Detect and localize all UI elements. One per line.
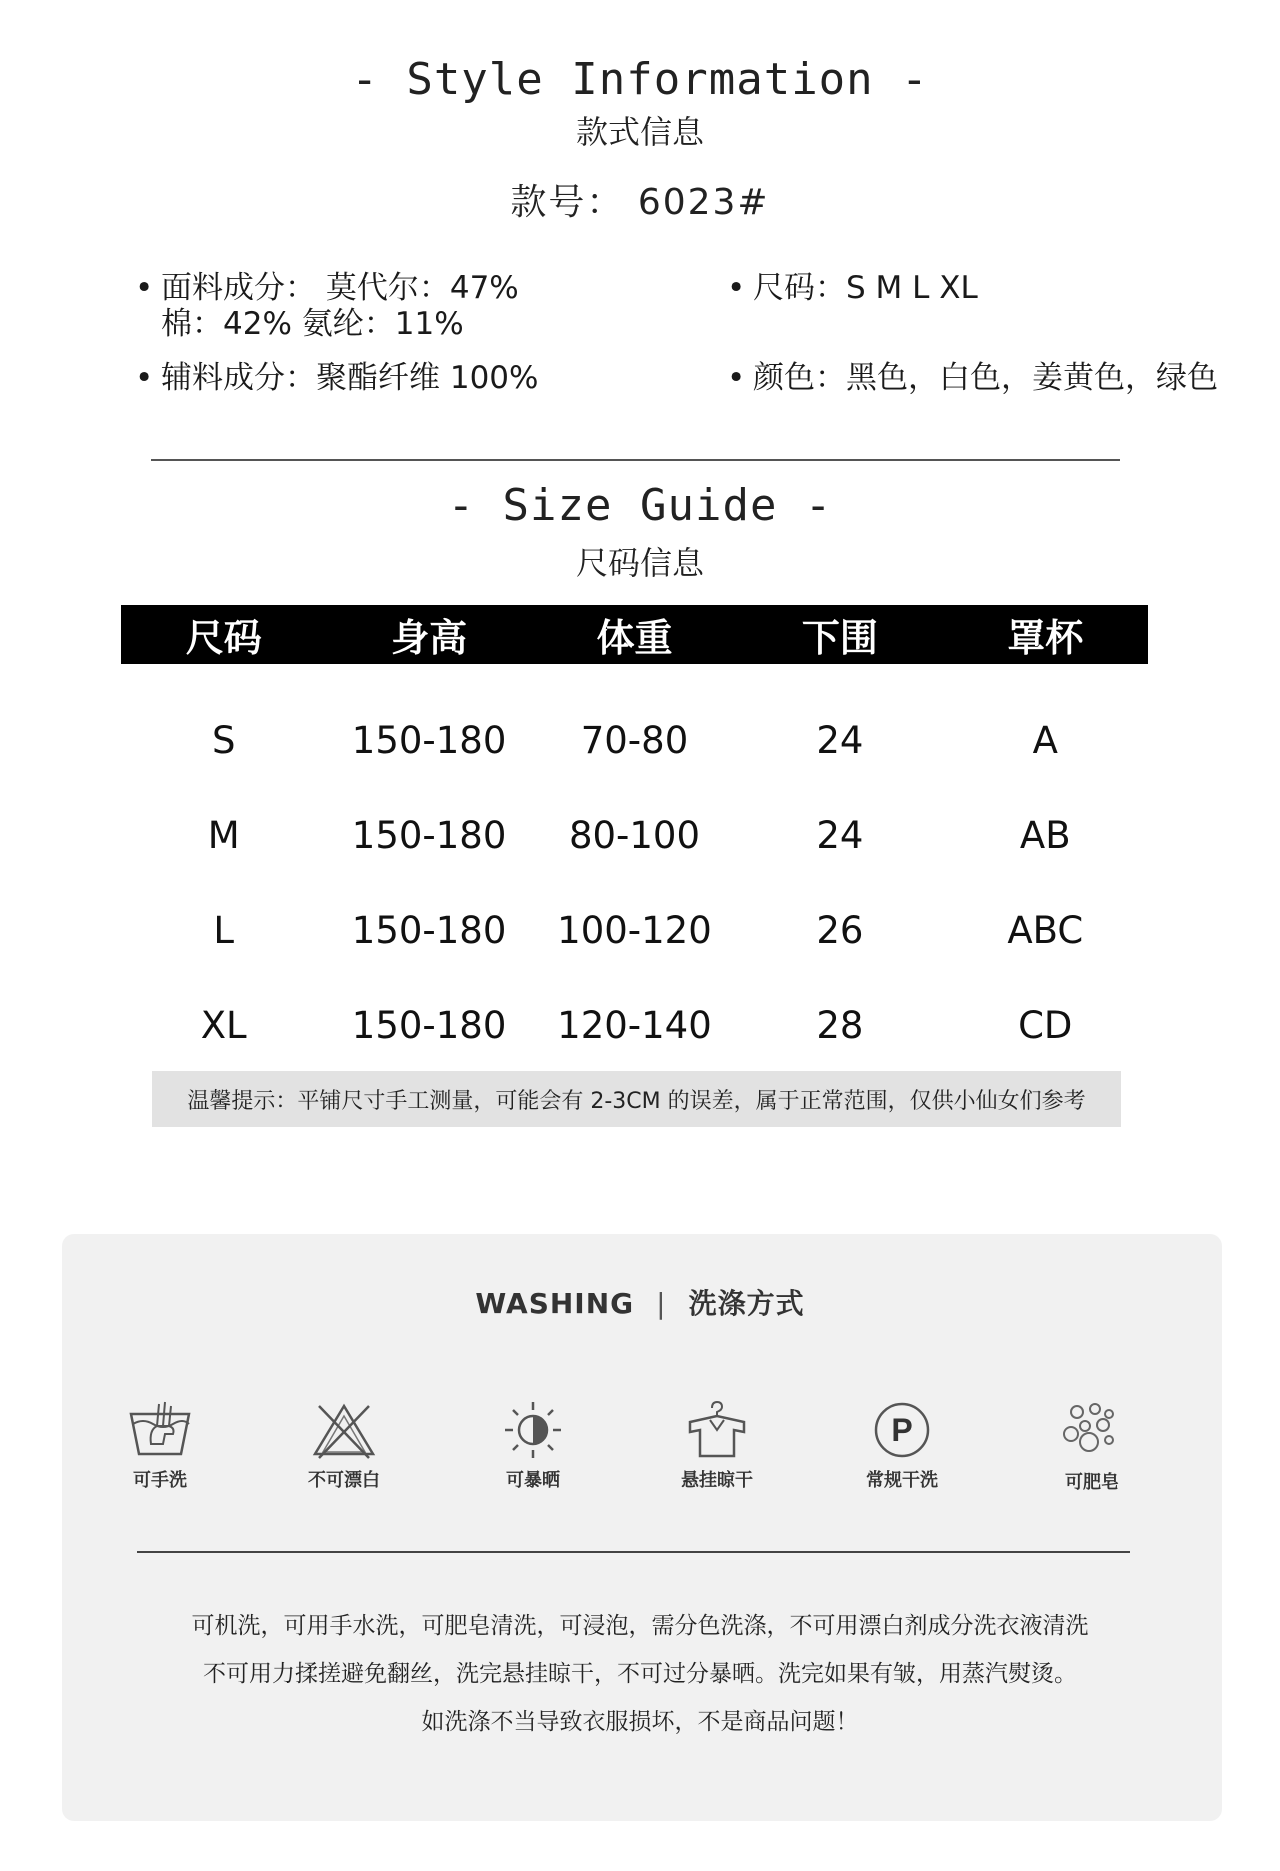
fabric-spec [135, 270, 519, 342]
column-header-size: 尺码 [185, 616, 262, 660]
washing-title-separator: | [656, 1287, 667, 1320]
hand-wash-icon [90, 1400, 230, 1460]
cell-height: 150-180 [351, 718, 507, 762]
svg-text:P: P [891, 1412, 913, 1448]
washing-divider [137, 1551, 1130, 1553]
cell-cup: CD [1018, 1003, 1073, 1047]
style-info-title-cn: 款式信息 [575, 113, 704, 151]
care-hand-wash [90, 1400, 230, 1492]
care-hang-dry [647, 1400, 787, 1492]
cell-weight: 120-140 [557, 1003, 712, 1047]
care-label: 可暴晒 [506, 1470, 560, 1491]
bullet: • [135, 270, 154, 306]
cell-cup: AB [1019, 813, 1071, 857]
cell-underbust: 28 [816, 1003, 864, 1047]
section-divider [151, 459, 1120, 461]
bullet: • [727, 360, 746, 396]
washing-instruction-line-1: 可机洗，可用手水洗，可肥皂清洗，可浸泡，需分色洗涤，不可用漂白剂成分洗衣液清洗 [191, 1613, 1089, 1639]
no-bleach-icon [274, 1400, 414, 1460]
cell-height: 150-180 [351, 1003, 507, 1047]
care-label: 可肥皂 [1065, 1472, 1119, 1493]
care-soap [1022, 1400, 1162, 1494]
sizes-spec [727, 270, 978, 306]
care-label: 悬挂晾干 [681, 1470, 753, 1491]
column-header-height: 身高 [391, 616, 468, 660]
dry-clean-icon [832, 1400, 972, 1460]
sizes-value: 尺码：S M L XL [753, 270, 978, 306]
care-no-bleach [274, 1400, 414, 1492]
table-row [121, 900, 1148, 960]
size-table-header [121, 605, 1148, 664]
care-dry-clean [832, 1400, 972, 1492]
cell-underbust: 24 [816, 813, 864, 857]
washing-title [0, 1282, 1280, 1322]
care-label: 可手洗 [133, 1470, 187, 1491]
cell-weight: 100-120 [557, 908, 712, 952]
accessory-value: 辅料成分：聚酯纤维 100% [161, 360, 539, 396]
cell-weight: 70-80 [580, 718, 689, 762]
cell-height: 150-180 [351, 908, 507, 952]
bullet: • [727, 270, 746, 306]
cell-height: 150-180 [351, 813, 507, 857]
colors-spec [727, 360, 1218, 396]
style-info-title-en: - Style Information - [351, 54, 929, 105]
cell-underbust: 26 [816, 908, 864, 952]
cell-underbust: 24 [816, 718, 864, 762]
cell-size: M [207, 813, 240, 857]
column-header-cup: 罩杯 [1007, 616, 1084, 660]
table-row [121, 995, 1148, 1055]
cell-cup: A [1032, 718, 1058, 762]
bullet: • [135, 360, 154, 396]
fabric-line-1: 面料成分： 莫代尔：47% [161, 270, 519, 306]
cell-size: L [213, 908, 234, 952]
washing-title-en: WASHING [475, 1287, 635, 1320]
column-header-weight: 体重 [596, 616, 673, 660]
cell-weight: 80-100 [568, 813, 700, 857]
style-number: 款号： 6023# [510, 182, 770, 223]
sun-dry-icon [463, 1400, 603, 1460]
table-row [121, 710, 1148, 770]
cell-size: XL [200, 1003, 247, 1047]
column-header-underbust: 下围 [801, 616, 878, 660]
accessory-spec [135, 360, 538, 396]
colors-value: 颜色：黑色，白色，姜黄色，绿色 [753, 360, 1218, 396]
size-note: 温馨提示：平铺尺寸手工测量，可能会有 2-3CM 的误差，属于正常范围，仅供小仙女们参考 [152, 1071, 1121, 1127]
washing-instruction-line-2: 不可用力揉搓避免翻丝，洗完悬挂晾干，不可过分暴晒。洗完如果有皱，用蒸汽熨烫。 [203, 1661, 1077, 1687]
size-guide-title-en: - Size Guide - [447, 480, 833, 531]
cell-size: S [211, 718, 236, 762]
size-guide-title-cn: 尺码信息 [575, 544, 704, 582]
care-label: 不可漂白 [308, 1470, 380, 1491]
table-row [121, 805, 1148, 865]
care-label: 常规干洗 [866, 1470, 938, 1491]
care-sun-dry [463, 1400, 603, 1492]
cell-cup: ABC [1007, 908, 1084, 952]
fabric-line-2: 棉：42% 氨纶：11% [161, 306, 464, 342]
washing-title-cn: 洗涤方式 [688, 1287, 805, 1320]
soap-icon [1022, 1400, 1162, 1462]
hang-dry-icon [647, 1400, 787, 1460]
washing-instruction-line-3: 如洗涤不当导致衣服损坏，不是商品问题！ [421, 1709, 859, 1735]
